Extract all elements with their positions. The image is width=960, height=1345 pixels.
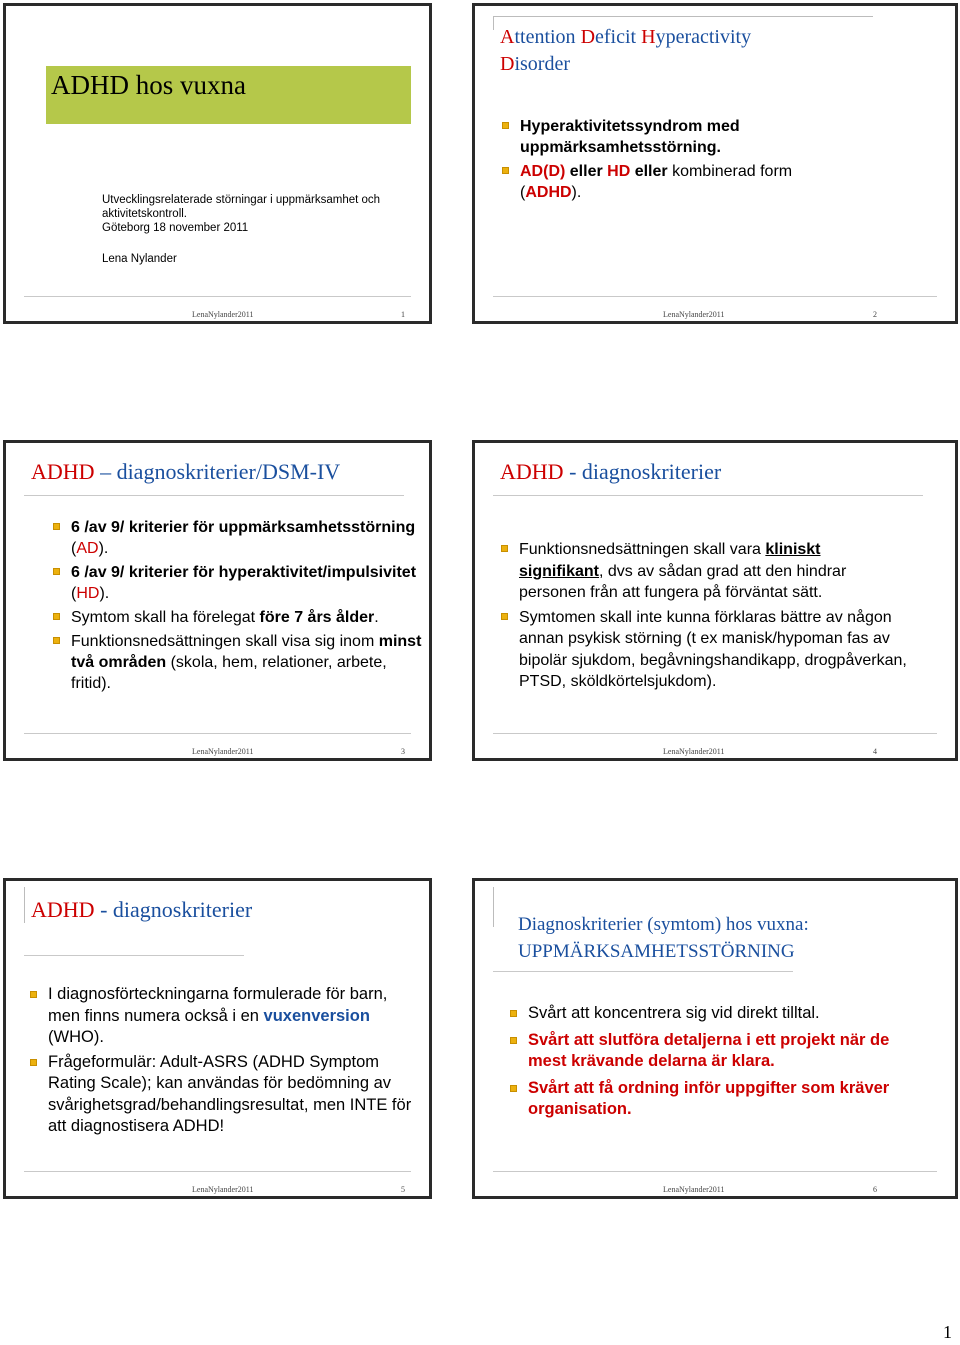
title-acronym: ADHD bbox=[31, 459, 95, 484]
bullet-text: ). bbox=[99, 585, 110, 602]
bullet-text: Symtom skall ha förelegat bbox=[71, 609, 260, 626]
bullet-square-icon bbox=[502, 122, 509, 129]
title-rest: - diagnoskriterier bbox=[563, 459, 722, 484]
bullet-item bbox=[51, 631, 426, 694]
page-number: 1 bbox=[943, 1322, 952, 1342]
title-rule bbox=[493, 887, 494, 927]
bullet-item bbox=[499, 539, 909, 604]
slide-title bbox=[31, 897, 252, 923]
footer-divider bbox=[493, 733, 937, 734]
bullet-item bbox=[508, 1078, 928, 1121]
bullet-emphasis: Svårt att få ordning inför uppgifter som kräver organisation. bbox=[528, 1078, 890, 1118]
bullet-emphasis: före 7 års ålder bbox=[259, 609, 375, 626]
bullet-square-icon bbox=[53, 637, 60, 644]
slide-number: 6 bbox=[873, 1185, 877, 1194]
bullet-text: ( bbox=[71, 585, 77, 602]
bullet-text: 6 /av 9/ kriterier för uppmärksamhetsstörning bbox=[71, 519, 416, 536]
bullet-list bbox=[28, 984, 413, 1141]
bullet-list bbox=[51, 517, 426, 697]
title-rule bbox=[24, 495, 404, 496]
slide-subtitle bbox=[102, 193, 412, 235]
abbr-ad: AD(D) bbox=[520, 163, 566, 180]
slide-title bbox=[500, 24, 940, 78]
slide-title bbox=[31, 459, 340, 485]
title-rest: – diagnoskriterier/DSM-IV bbox=[94, 459, 341, 484]
bullet-item bbox=[499, 607, 909, 693]
title-word: yperactivity bbox=[655, 26, 752, 48]
bullet-item bbox=[28, 1052, 413, 1138]
title-rule bbox=[24, 887, 25, 923]
title-acronym: ADHD bbox=[500, 459, 564, 484]
bullet-text: Funktionsnedsättningen skall vara bbox=[519, 541, 766, 558]
bullet-item bbox=[500, 116, 830, 158]
slide-number: 1 bbox=[401, 310, 405, 319]
bullet-item bbox=[51, 517, 426, 559]
title-rest: - diagnoskriterier bbox=[94, 897, 253, 922]
footer-divider bbox=[493, 296, 937, 297]
slide-6 bbox=[472, 878, 958, 1199]
bullet-list bbox=[499, 539, 909, 696]
footer-name: LenaNylander2011 bbox=[663, 747, 725, 756]
bullet-square-icon bbox=[30, 991, 37, 998]
bullet-list bbox=[508, 1003, 928, 1126]
bullet-text: eller bbox=[565, 163, 608, 180]
footer-name: LenaNylander2011 bbox=[192, 310, 254, 319]
bullet-text: ( bbox=[520, 184, 526, 201]
bullet-item bbox=[51, 562, 426, 604]
title-initial: A bbox=[500, 26, 515, 48]
bullet-emphasis: vuxenversion bbox=[263, 1006, 370, 1025]
bullet-square-icon bbox=[510, 1037, 517, 1044]
bullet-text: eller bbox=[630, 163, 673, 180]
bullet-square-icon bbox=[502, 167, 509, 174]
title-rule bbox=[493, 16, 873, 17]
bullet-text: . bbox=[374, 609, 379, 626]
bullet-square-icon bbox=[501, 613, 508, 620]
footer-name: LenaNylander2011 bbox=[192, 747, 254, 756]
slide-2 bbox=[472, 3, 958, 324]
title-word: eficit bbox=[595, 26, 642, 48]
author: Lena Nylander bbox=[102, 253, 177, 265]
bullet-text: Funktionsnedsättningen skall visa sig inom bbox=[71, 633, 379, 650]
bullet-emphasis: minst två områden bbox=[71, 633, 422, 671]
bullet-text: , dvs av sådan grad att den hindrar personen från att fungera på förväntat sätt. bbox=[519, 562, 847, 601]
slide-number: 4 bbox=[873, 747, 877, 756]
footer-divider bbox=[24, 1171, 411, 1172]
bullet-text: Symtomen skall inte kunna förklaras bättre av någon annan psykisk störning (t ex manisk/hypoman fas av bipolär sjukdom, begåvningshandikapp, drogpåverkan, PTSD, sköldkörtelsjukdom). bbox=[519, 608, 907, 690]
bullet-item bbox=[28, 984, 413, 1049]
slide-4 bbox=[472, 440, 958, 761]
slide-1 bbox=[3, 3, 432, 324]
title-rule bbox=[24, 955, 244, 956]
footer-divider bbox=[24, 296, 411, 297]
title-initial: H bbox=[641, 26, 656, 48]
bullet-text: Svårt att koncentrera sig vid direkt tilltal. bbox=[528, 1004, 820, 1022]
footer-name: LenaNylander2011 bbox=[192, 1185, 254, 1194]
title-rule bbox=[493, 16, 494, 30]
title-initial: D bbox=[580, 26, 596, 48]
bullet-square-icon bbox=[510, 1085, 517, 1092]
abbr-hd: HD bbox=[76, 585, 100, 602]
bullet-emphasis: kliniskt signifikant bbox=[519, 541, 821, 580]
footer-name: LenaNylander2011 bbox=[663, 310, 725, 319]
bullet-text: Hyperaktivitetssyndrom med uppmärksamhetsstörning. bbox=[520, 118, 740, 156]
title-rule bbox=[493, 971, 793, 972]
bullet-text: I diagnosförteckningarna formulerade för barn, men finns numera också i en bbox=[48, 985, 388, 1025]
bullet-square-icon bbox=[53, 568, 60, 575]
bullet-square-icon bbox=[30, 1059, 37, 1066]
slide-3 bbox=[3, 440, 432, 761]
bullet-text: kombinerad form bbox=[672, 163, 793, 180]
bullet-square-icon bbox=[53, 613, 60, 620]
abbr-ad: AD bbox=[76, 540, 99, 557]
bullet-text: ). bbox=[98, 540, 109, 557]
bullet-item bbox=[508, 1003, 928, 1025]
bullet-item bbox=[508, 1030, 928, 1073]
slide-number: 2 bbox=[873, 310, 877, 319]
abbr-adhd: ADHD bbox=[525, 184, 572, 201]
slide-5 bbox=[3, 878, 432, 1199]
bullet-square-icon bbox=[501, 545, 508, 552]
bullet-text: (skola, hem, relationer, arbete, fritid). bbox=[71, 654, 387, 692]
title-word: isorder bbox=[514, 53, 570, 75]
title-line: UPPMÄRKSAMHETSSTÖRNING bbox=[518, 941, 795, 962]
bullet-text: ). bbox=[571, 184, 582, 201]
slide-number: 3 bbox=[401, 747, 405, 756]
subtitle-line: Göteborg 18 november 2011 bbox=[102, 222, 249, 234]
footer-divider bbox=[24, 733, 411, 734]
abbr-hd: HD bbox=[607, 163, 631, 180]
bullet-text: 6 /av 9/ kriterier för hyperaktivitet/impulsivitet bbox=[71, 564, 417, 581]
slide-number: 5 bbox=[401, 1185, 405, 1194]
slide-title: ADHD hos vuxna bbox=[51, 70, 246, 100]
bullet-square-icon bbox=[510, 1010, 517, 1017]
bullet-square-icon bbox=[53, 523, 60, 530]
footer-divider bbox=[493, 1171, 937, 1172]
title-word: ttention bbox=[514, 26, 581, 48]
footer-name: LenaNylander2011 bbox=[663, 1185, 725, 1194]
title-initial: D bbox=[500, 53, 515, 75]
bullet-emphasis: Svårt att slutföra detaljerna i ett projekt när de mest krävande delarna är klara. bbox=[528, 1030, 890, 1070]
bullet-text: Frågeformulär: Adult-ASRS (ADHD Symptom Rating Scale); kan användas för bedömning av svårighetsgrad/behandlingsresultat, men INTE för att diagnostisera ADHD! bbox=[48, 1052, 412, 1135]
subtitle-line: Utvecklingsrelaterade störningar i uppmärksamhet och aktivitetskontroll. bbox=[102, 194, 381, 220]
title-acronym: ADHD bbox=[31, 897, 95, 922]
bullet-item bbox=[500, 161, 830, 203]
bullet-text: ( bbox=[71, 540, 77, 557]
bullet-item bbox=[51, 607, 426, 628]
bullet-list bbox=[500, 116, 830, 206]
title-rule bbox=[493, 495, 923, 496]
slide-title bbox=[518, 911, 809, 965]
slide-title bbox=[500, 459, 721, 485]
bullet-text: (WHO). bbox=[48, 1028, 104, 1046]
title-line: Diagnoskriterier (symtom) hos vuxna: bbox=[518, 914, 809, 935]
